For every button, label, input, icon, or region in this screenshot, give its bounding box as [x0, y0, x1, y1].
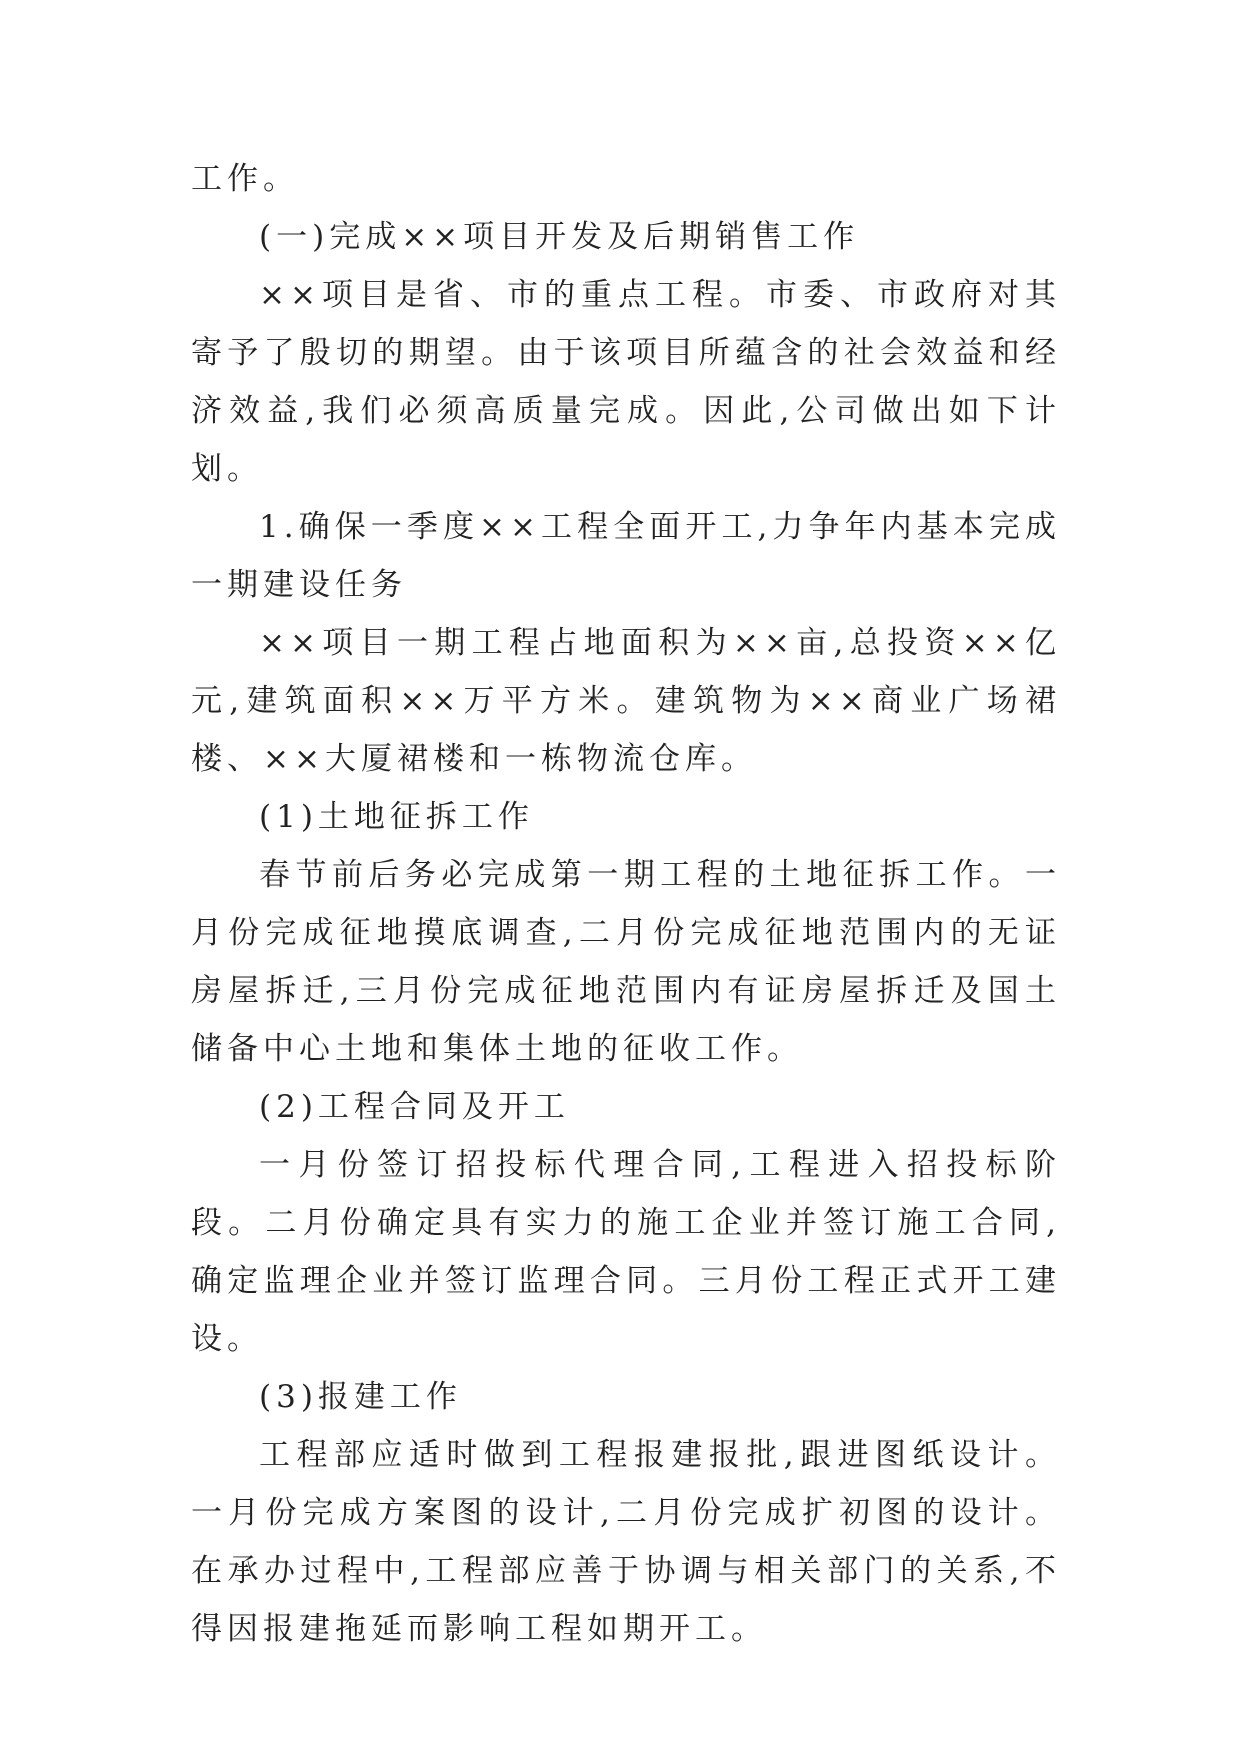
item-heading-land: (1)土地征拆工作: [259, 799, 534, 835]
section-heading-1: (一)完成××项目开发及后期销售工作: [259, 219, 860, 255]
subheading-1: 1.确保一季度××工程全面开工,力争年内基本完成一期建设任务: [191, 509, 1061, 603]
paragraph-land: 春节前后务必完成第一期工程的土地征拆工作。一月份完成征地摸底调查,二月份完成征地范围内的无证房屋拆迁,三月份完成征地范围内有证房屋拆迁及国土储备中心土地和集体土地的征收工作。: [191, 857, 1061, 1067]
item-heading-contract: (2)工程合同及开工: [259, 1089, 570, 1125]
document-body: [191, 150, 1061, 1658]
paragraph-contract: 一月份签订招投标代理合同,工程进入招投标阶段。二月份确定具有实力的施工企业并签订施工合同,确定监理企业并签订监理合同。三月份工程正式开工建设。: [191, 1147, 1061, 1357]
item-heading-permit: (3)报建工作: [259, 1379, 462, 1415]
paragraph-permit: 工程部应适时做到工程报建报批,跟进图纸设计。一月份完成方案图的设计,二月份完成扩初图的设计。在承办过程中,工程部应善于协调与相关部门的关系,不得因报建拖延而影响工程如期开工。: [191, 1437, 1061, 1647]
paragraph-continuation: 工作。: [191, 161, 299, 197]
paragraph-phase-one: ××项目一期工程占地面积为××亩,总投资××亿元,建筑面积××万平方米。建筑物为××商业广场裙楼、××大厦裙楼和一栋物流仓库。: [191, 625, 1061, 777]
paragraph-project-overview: ××项目是省、市的重点工程。市委、市政府对其寄予了殷切的期望。由于该项目所蕴含的社会效益和经济效益,我们必须高质量完成。因此,公司做出如下计划。: [191, 277, 1061, 487]
